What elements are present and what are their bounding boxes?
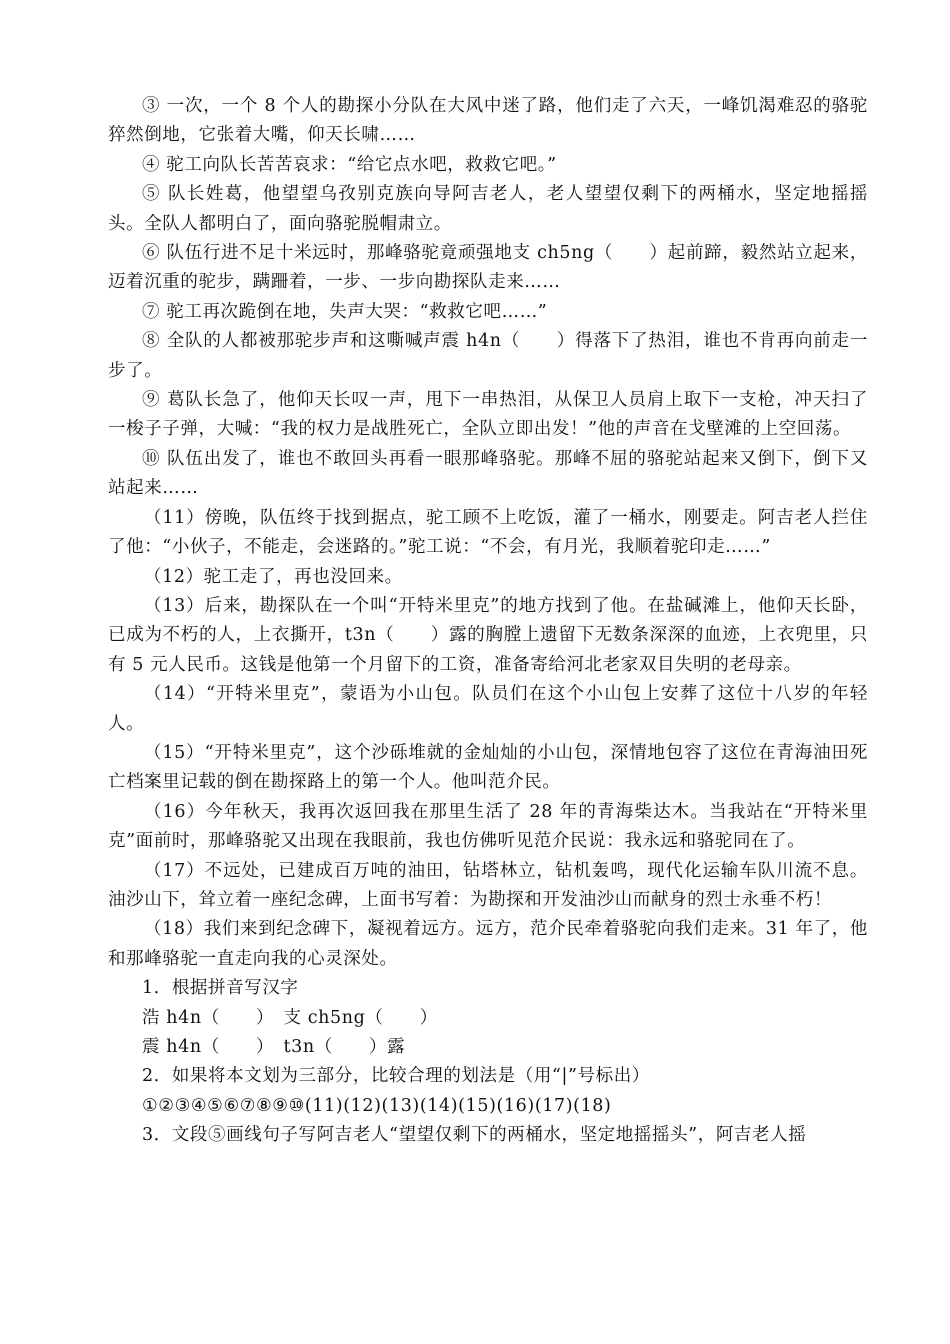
paragraph-8: ⑧ 全队的人都被那驼步声和这嘶喊声震 h4n（ ）得落下了热泪，谁也不肯再向前走一步了。	[108, 331, 868, 381]
paragraph-7: ⑦ 驼工再次跪倒在地，失声大哭：“救救它吧……”	[142, 301, 548, 322]
paragraph-15: （15）“开特米里克”，这个沙砾堆就的金灿灿的小山包，深情地包容了这位在青海油田死亡档案里记载的倒在勘探路上的第一个人。他叫范介民。	[108, 742, 868, 793]
document-page	[108, 92, 868, 1151]
paragraph-18: （18）我们来到纪念碑下，凝视着远方。远方，范介民牵着骆驼向我们走来。31 年了，他和那峰骆驼一直走向我的心灵深处。	[108, 919, 868, 969]
paragraph-9: ⑨ 葛队长急了，他仰天长叹一声，甩下一串热泪，从保卫人员肩上取下一支枪，冲天扫了一梭子子弹，大喊：“我的权力是战胜死亡，全队立即出发！”他的声音在戈壁滩的上空回荡。	[108, 390, 868, 440]
question-2-paragraph-markers: ①②③④⑤⑥⑦⑧⑨⑩(11)(12)(13)(14)(15)(16)(17)(18)	[142, 1095, 612, 1116]
paragraph-4: ④ 驼工向队长苦苦哀求：“给它点水吧，救救它吧。”	[142, 154, 557, 175]
question-1-title: 1．根据拼音写汉字	[142, 978, 299, 999]
paragraph-16: （16）今年秋天，我再次返回我在那里生活了 28 年的青海柴达木。当我站在“开特米里克”面前时，那峰骆驼又出现在我眼前，我也仿佛听见范介民说：我永远和骆驼同在了。	[108, 801, 868, 852]
question-2-title: 2．如果将本文划为三部分，比较合理的划法是（用“|”号标出）	[142, 1066, 650, 1087]
question-1-line-1: 浩 h4n（ ） 支 ch5ng（ ）	[142, 1007, 438, 1028]
paragraph-5: ⑤ 队长姓葛，他望望乌孜别克族向导阿吉老人，老人望望仅剩下的两桶水，坚定地摇摇头。全队人都明白了，面向骆驼脱帽肃立。	[108, 184, 868, 234]
paragraph-10: ⑩ 队伍出发了，谁也不敢回头再看一眼那峰骆驼。那峰不屈的骆驼站起来又倒下，倒下又站起来……	[108, 448, 868, 499]
paragraph-3: ③ 一次，一个 8 个人的勘探小分队在大风中迷了路，他们走了六天，一峰饥渴难忍的骆驼猝然倒地，它张着大嘴，仰天长啸……	[108, 96, 868, 146]
paragraph-13: （13）后来，勘探队在一个叫“开特米里克”的地方找到了他。在盐碱滩上，他仰天长卧，已成为不朽的人，上衣撕开，t3n（ ）露的胸膛上遗留下无数条深深的血迹，上衣兜里，只有 5 元人民币。这钱是他第一个月留下的工资，准备寄给河北老家双目失明的老母亲。	[108, 595, 868, 675]
paragraph-6: ⑥ 队伍行进不足十米远时，那峰骆驼竟顽强地支 ch5ng（ ）起前蹄，毅然站立起来，迈着沉重的驼步，蹒跚着，一步、一步向勘探队走来……	[108, 243, 868, 293]
paragraph-11: （11）傍晚，队伍终于找到据点，驼工顾不上吃饭，灌了一桶水，刚要走。阿吉老人拦住了他：“小伙子，不能走，会迷路的。”驼工说：“不会，有月光，我顺着驼印走……”	[108, 507, 868, 558]
question-1-line-2: 震 h4n（ ） t3n（ ）露	[142, 1037, 406, 1057]
question-3-title: 3．文段⑤画线句子写阿吉老人“望望仅剩下的两桶水，坚定地摇摇头”，阿吉老人摇	[142, 1125, 807, 1146]
paragraph-14: （14）“开特米里克”，蒙语为小山包。队员们在这个小山包上安葬了这位十八岁的年轻人。	[108, 684, 868, 734]
paragraph-12: （12）驼工走了，再也没回来。	[144, 566, 403, 587]
paragraph-17: （17）不远处，已建成百万吨的油田，钻塔林立，钻机轰鸣，现代化运输车队川流不息。油沙山下，耸立着一座纪念碑，上面书写着：为勘探和开发油沙山而献身的烈士永垂不朽！	[108, 860, 868, 910]
